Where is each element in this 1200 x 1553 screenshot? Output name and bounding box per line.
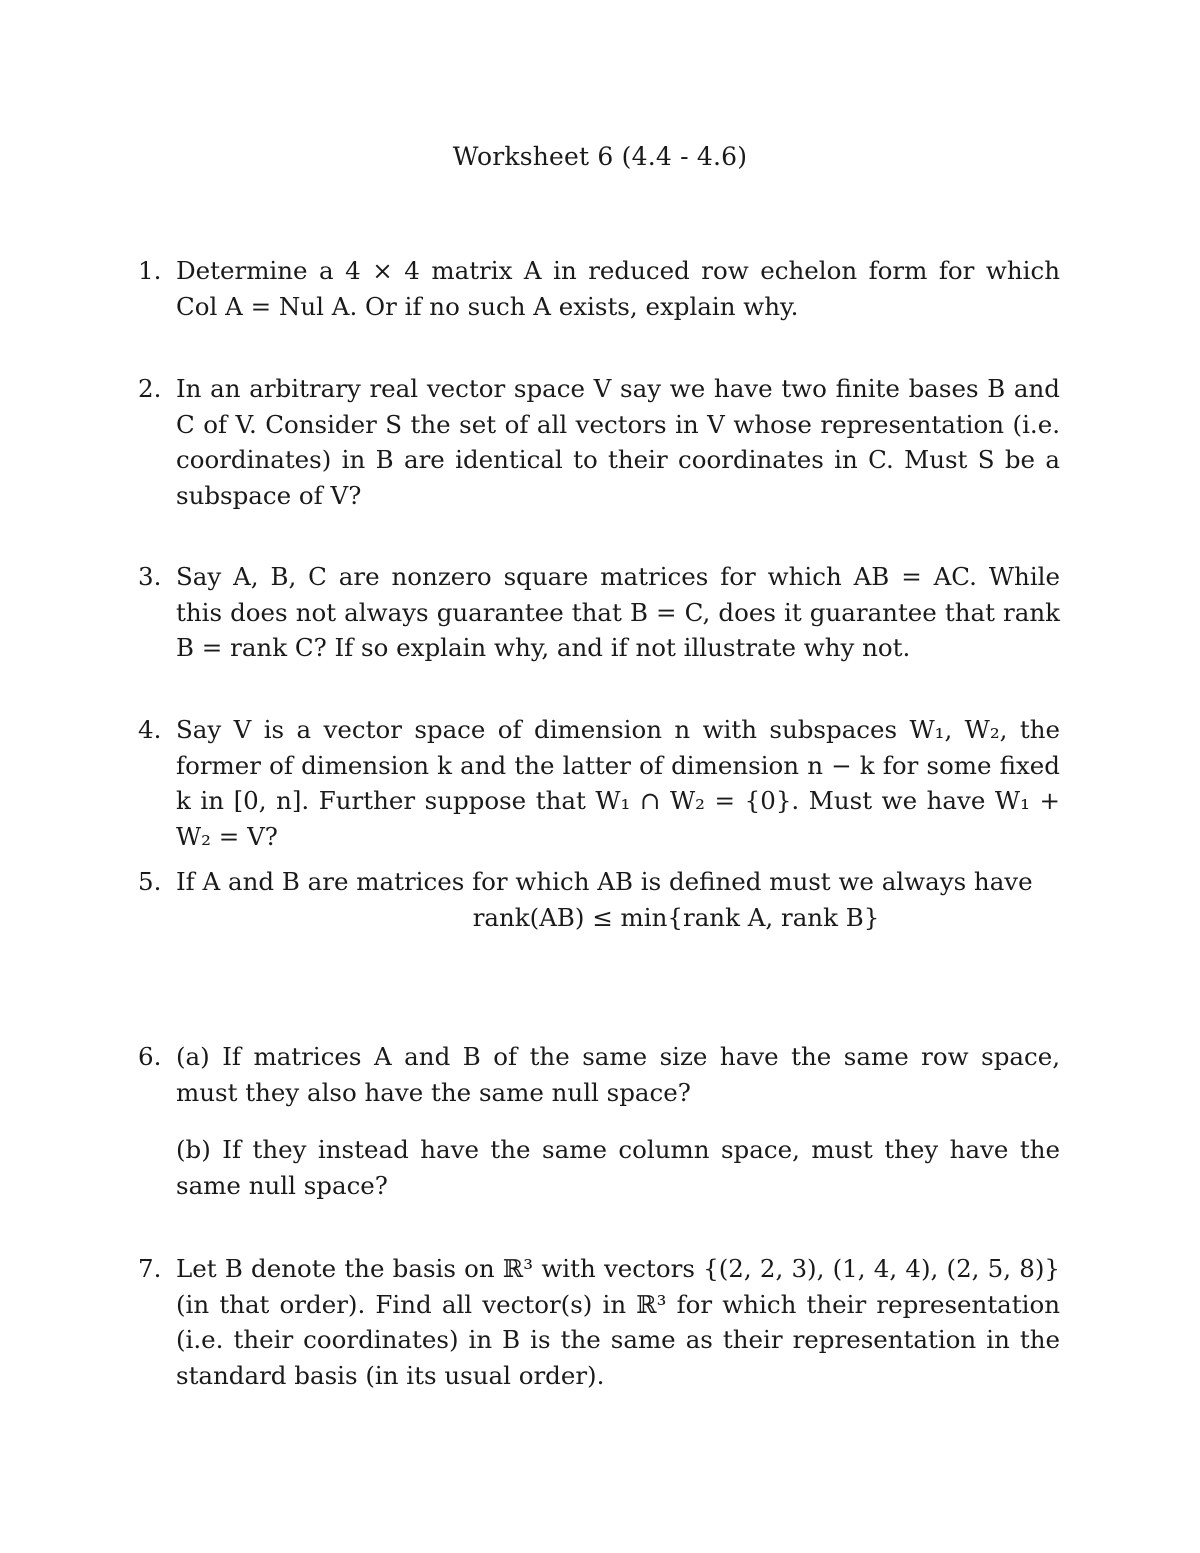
problem-2: [138, 371, 1060, 513]
problem-text: Say A, B, C are nonzero square matrices for which AB = AC. While this does not always guarantee that B = C, does it guarantee that rank B = rank C? If so explain why, and if not illustrate why not.: [176, 562, 1060, 662]
problem-number: 3.: [138, 562, 162, 591]
problem-5: [138, 864, 1060, 935]
problem-part-b: (b) If they instead have the same column space, must they have the same null space?: [176, 1135, 1060, 1200]
problem-text: Say V is a vector space of dimension n with subspaces W₁, W₂, the former of dimension k and the latter of dimension n − k for some fixed k in [0, n]. Further suppose that W₁ ∩ W₂ = {0}. Must we have W₁ + W₂ = V?: [176, 715, 1060, 851]
problem-number: 7.: [138, 1254, 162, 1283]
problem-text: Determine a 4 × 4 matrix A in reduced row echelon form for which Col A = Nul A. Or if no such A exists, explain why.: [176, 256, 1060, 321]
problem-number: 5.: [138, 867, 162, 896]
page-title: Worksheet 6 (4.4 - 4.6): [452, 142, 748, 171]
problem-7: [138, 1251, 1060, 1393]
problem-text: In an arbitrary real vector space V say we have two finite bases B and C of V. Consider S the set of all vectors in V whose representation (i.e. coordinates) in B are identical to their coordinates in C. Must S be a subspace of V?: [176, 374, 1060, 510]
problem-4: [138, 712, 1060, 854]
problem-text: If A and B are matrices for which AB is defined must we always have: [176, 867, 1033, 896]
problem-number: 6.: [138, 1042, 162, 1071]
problem-number: 4.: [138, 715, 162, 744]
problem-part-a: (a) If matrices A and B of the same size have the same row space, must they also have the same null space?: [176, 1042, 1060, 1107]
problem-3: [138, 559, 1060, 666]
problem-6: [138, 1039, 1060, 1203]
problem-number: 1.: [138, 256, 162, 285]
problem-text: Let B denote the basis on ℝ³ with vectors {(2, 2, 3), (1, 4, 4), (2, 5, 8)} (in that order). Find all vector(s) in ℝ³ for which their representation (i.e. their coordinates) in B is the same as their representation in the standard basis (in its usual order).: [176, 1254, 1060, 1390]
problem-1: [138, 253, 1060, 324]
display-equation: rank(AB) ≤ min{rank A, rank B}: [472, 902, 880, 932]
problem-number: 2.: [138, 374, 162, 403]
